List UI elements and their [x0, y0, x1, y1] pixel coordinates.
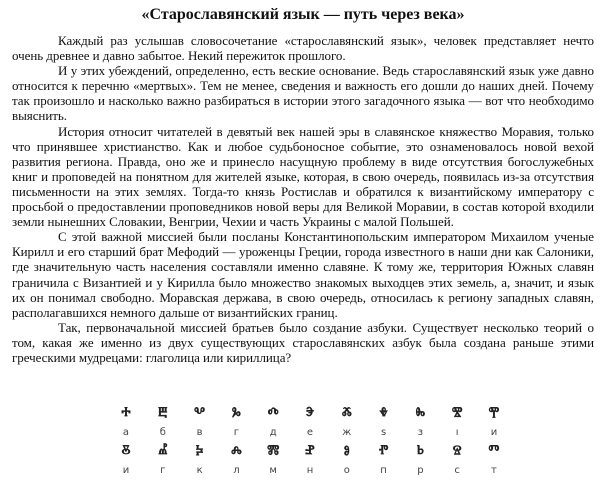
alphabet-row-2 [110, 442, 510, 480]
alphabet-cell [257, 404, 289, 442]
glagolitic-glyph: ⰰ [121, 404, 131, 424]
alphabet-cell [220, 442, 252, 480]
paragraph: История относит читателей в девятый век нашей эры в славянское княжество Моравия, только что принявшее христианство. Как и любое судьбоносное событие, это ознаменовалось новой вехой развития региона. Правда, оно же и принесло насущную проблему в виде отсутствия богослужебных книг и проповедей на понятном для жителей языке, которая, в свою очередь, появилась из-за отсутствия письменности на этих землях. Тогда-то князь Ростислав и обратился к византийскому императору с просьбой о предоставлении проповедников новой веры для Великой Моравии, в состав которой входили земли нынешних Словакии, Венгрии, Чехии и часть Украины с малой Польшей. [12, 123, 594, 230]
alphabet-cell [441, 442, 473, 480]
cyrillic-letter: к [196, 465, 203, 476]
paragraph: Каждый раз услышав словосочетание «старославянский язык», человек представляет нечто очень древнее и давно забытое. Некий пережиток прошлого. [12, 33, 594, 64]
alphabet-cell [368, 442, 400, 480]
glagolitic-glyph: ⱁ [343, 442, 350, 462]
cyrillic-letter: ѕ [380, 427, 387, 438]
cyrillic-letter: д [269, 427, 277, 438]
cyrillic-letter: е [306, 427, 314, 438]
alphabet-cell [331, 442, 363, 480]
cyrillic-letter: т [491, 465, 497, 476]
glagolitic-glyph: ⰴ [267, 404, 279, 424]
glagolitic-glyph: ⰻ [121, 442, 131, 462]
glagolitic-glyph: ⰹ [488, 404, 500, 424]
cyrillic-letter: л [233, 465, 240, 476]
cyrillic-letter: г [160, 465, 166, 476]
alphabet-cell [404, 404, 436, 442]
alphabet-cell [220, 404, 252, 442]
glagolitic-glyph: ⰵ [305, 404, 315, 424]
cyrillic-letter: б [159, 427, 166, 438]
cyrillic-letter: з [417, 427, 424, 438]
glagolitic-glyph: ⱂ [378, 442, 389, 462]
alphabet-cell [478, 404, 510, 442]
paragraph: С этой важной миссией были посланы Константинопольским императором Михаилом ученые Кирилл и его старший брат Мефодий — уроженцы Греции, города известного в наши дни как Салоники, где значительную часть населения составляли именно славяне. К тому же, территория Южных славян граничила с Византией и у Кирилла было множество знакомых выходцев этих земель, а, значит, и язык их он понимал свободно. Моравская держава, в свою очередь, относилась к региону западных славян, располагавшихся немного дальше от византийских границ. [12, 229, 594, 320]
cyrillic-letter: п [380, 465, 387, 476]
cyrillic-letter: с [454, 465, 460, 476]
alphabet-cell [147, 442, 179, 480]
glagolitic-glyph: ⰳ [231, 404, 241, 424]
glagolitic-glyph: ⱃ [416, 442, 424, 462]
alphabet-cell [294, 404, 326, 442]
glagolitic-glyph: ⰷ [379, 404, 388, 424]
alphabet-cell [294, 442, 326, 480]
glagolitic-glyph: ⰽ [195, 442, 204, 462]
alphabet-cell [257, 442, 289, 480]
alphabet-cell [184, 404, 216, 442]
glagolitic-glyph: ⰲ [194, 404, 206, 424]
cyrillic-letter: р [417, 465, 424, 476]
glagolitic-glyph: ⰼ [158, 442, 168, 462]
alphabet-cell [478, 442, 510, 480]
cyrillic-letter: в [196, 427, 203, 438]
cyrillic-letter: ı [455, 427, 459, 438]
alphabet-cell [110, 404, 142, 442]
cyrillic-letter: м [269, 465, 277, 476]
cyrillic-letter: ж [342, 427, 352, 438]
cyrillic-letter: о [343, 465, 350, 476]
alphabet-cell [441, 404, 473, 442]
paragraph: И у этих убеждений, определенно, есть веские основание. Ведь старославянский язык уже давно относится к перечню «мертвых». Тем не менее, сведения и важность его дошли до наших дней. Почему так произошло и насколько важно разбираться в истории этого загадочного языка — вот что необходимо выяснить. [12, 63, 594, 124]
cyrillic-letter: г [233, 427, 240, 438]
glagolitic-glyph: ⰸ [415, 404, 426, 424]
cyrillic-letter: и [490, 427, 498, 438]
glagolitic-glyph: ⰾ [231, 442, 242, 462]
alphabet-cell [147, 404, 179, 442]
glagolitic-glyph: ⱀ [305, 442, 315, 462]
glagolitic-glyph: ⰱ [158, 404, 168, 424]
document-title: «Старославянский язык — путь через века» [141, 6, 465, 23]
glagolitic-glyph: ⱅ [488, 442, 500, 462]
glagolitic-glyph: ⰺ [451, 404, 463, 424]
glagolitic-glyph: ⱄ [452, 442, 462, 462]
glagolitic-glyph: ⰶ [341, 404, 352, 424]
alphabet-row-1 [110, 404, 510, 442]
alphabet-cell [331, 404, 363, 442]
paragraph: Так, первоначальной миссией братьев было создание азбуки. Существует несколько теорий о том, какая же именно из двух существующих старославянских азбук была создана раньше этими греческими мудрецами: глаголица или кириллица? [12, 319, 594, 365]
glagolitic-glyph: ⰿ [267, 442, 280, 462]
cyrillic-letter: а [122, 427, 130, 438]
alphabet-cell [110, 442, 142, 480]
alphabet-cell [404, 442, 436, 480]
alphabet-cell [368, 404, 400, 442]
cyrillic-letter: н [306, 465, 314, 476]
alphabet-cell [184, 442, 216, 480]
cyrillic-letter: и [122, 465, 130, 476]
glagolitic-alphabet-figure [110, 404, 510, 480]
